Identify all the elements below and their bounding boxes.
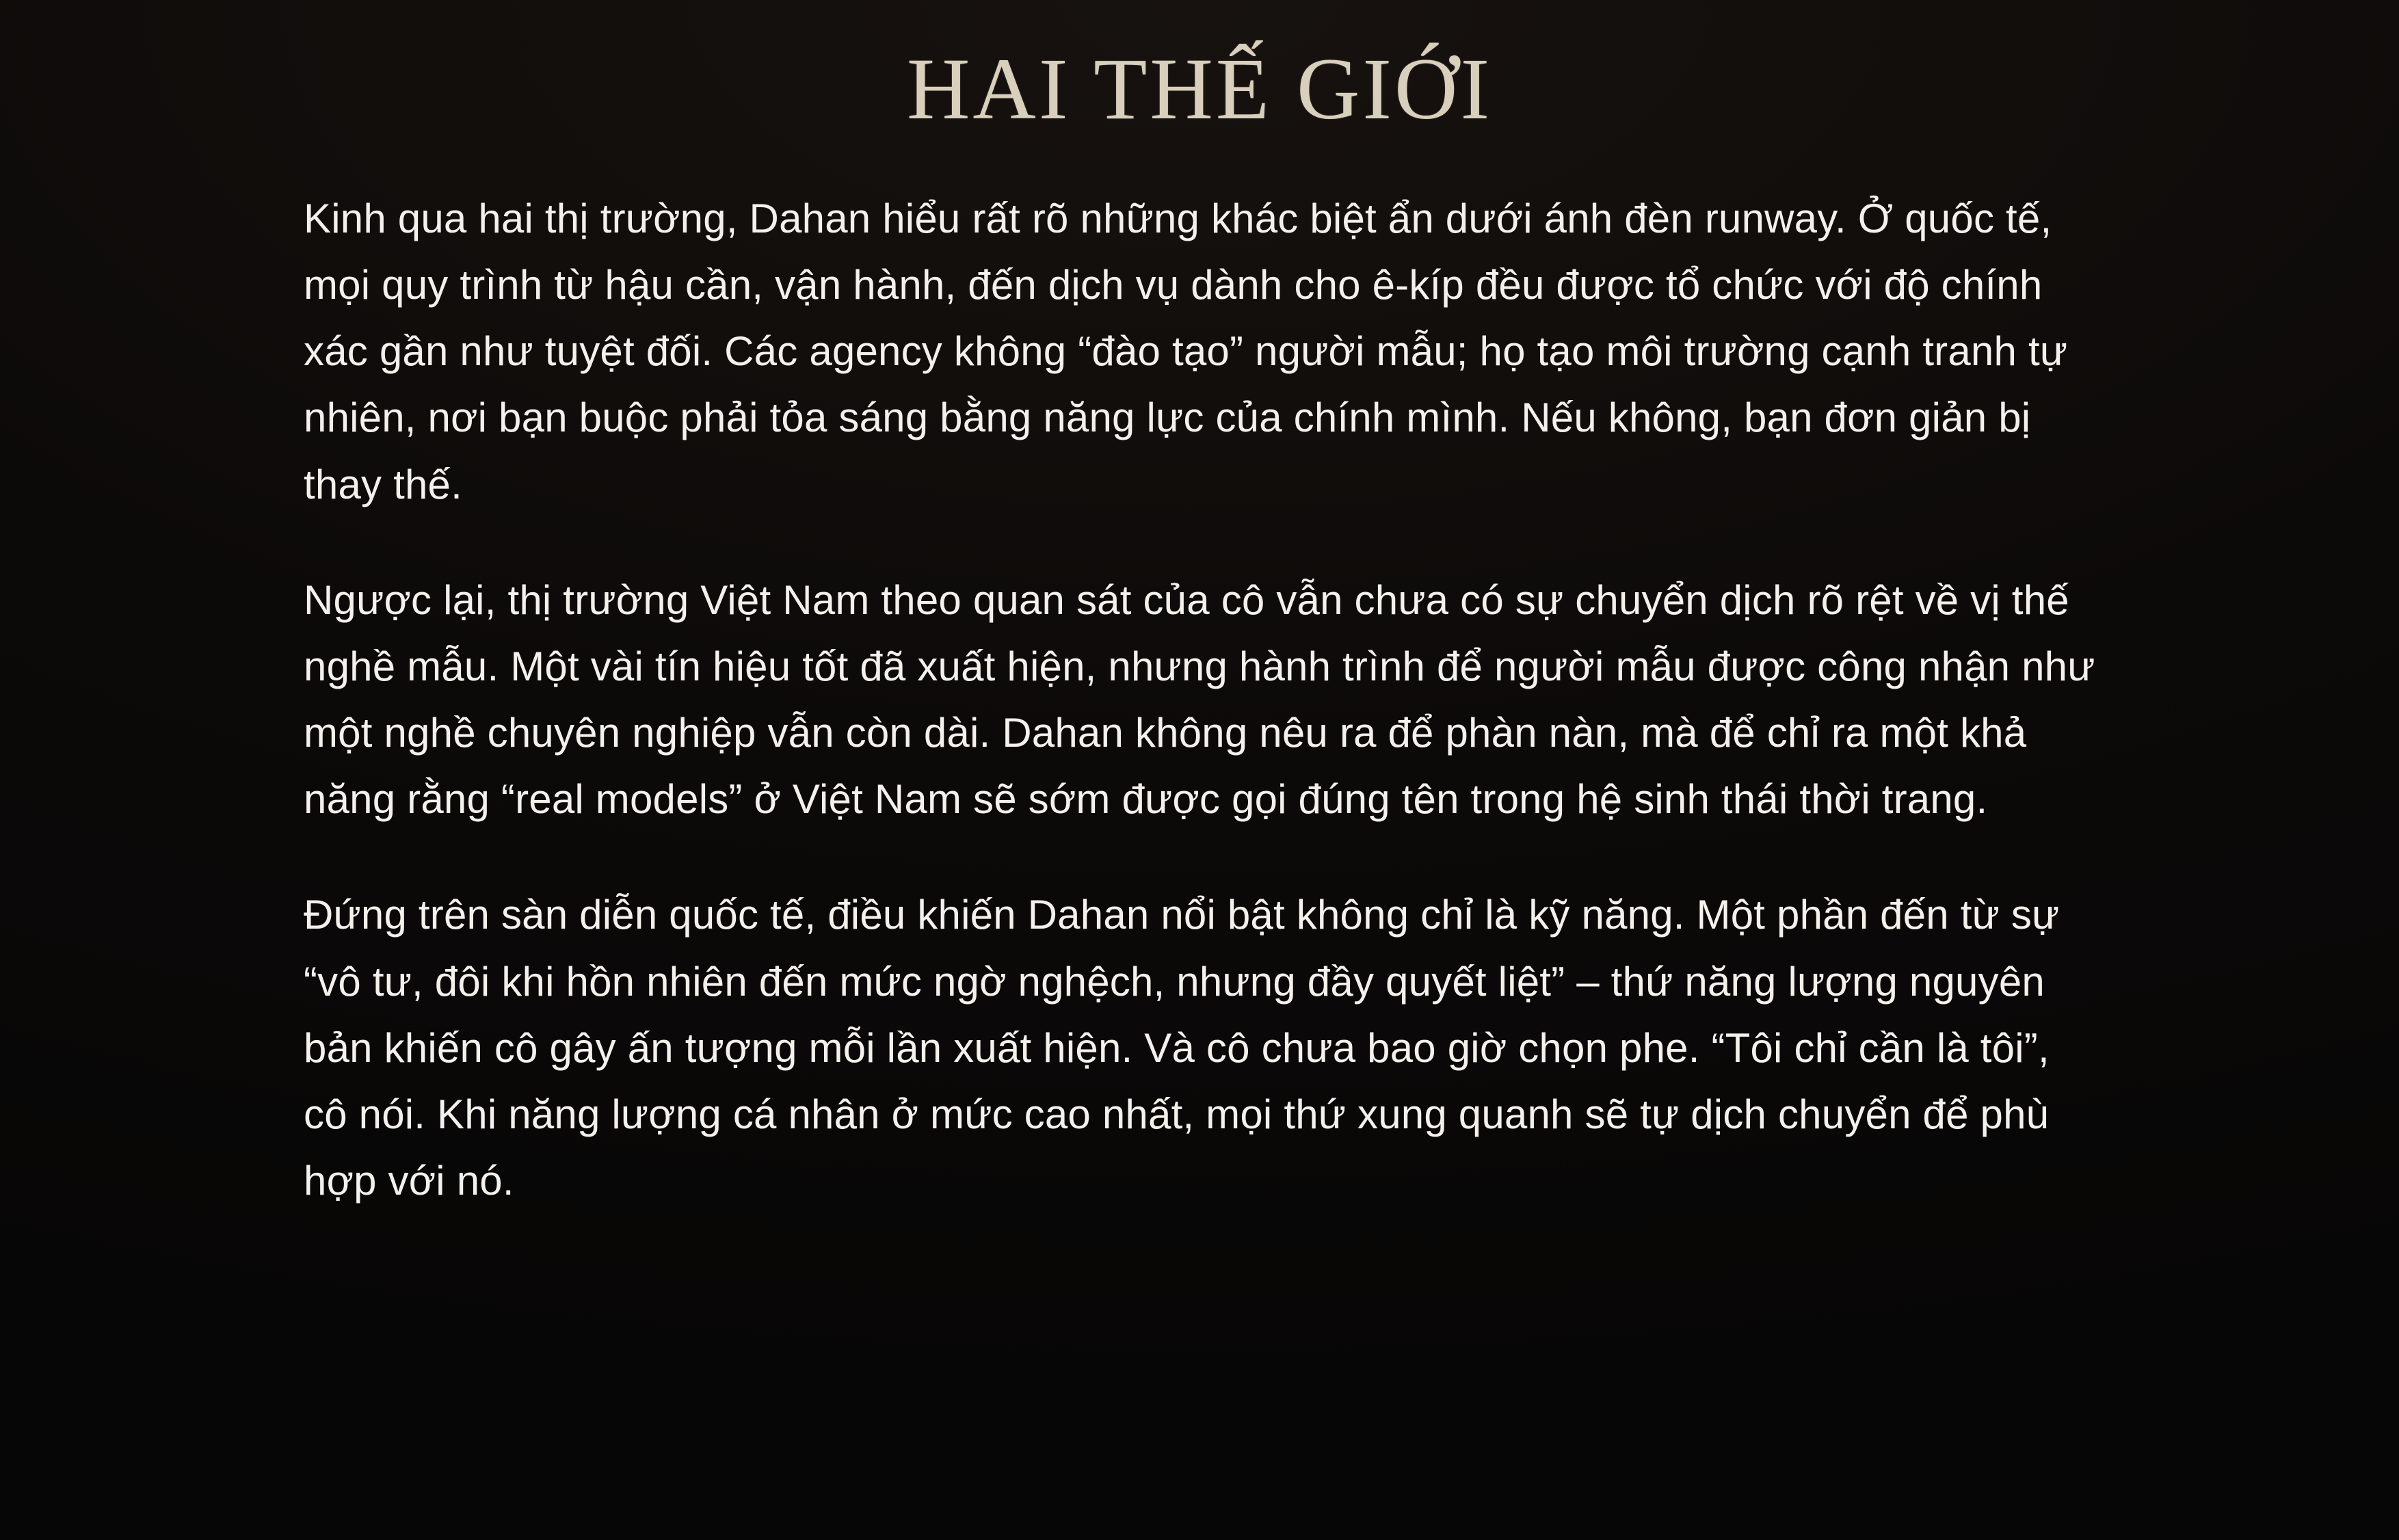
paragraph: Ngược lại, thị trường Việt Nam theo quan sát của cô vẫn chưa có sự chuyển dịch rõ rệt về vị thế nghề mẫu. Một vài tín hiệu tốt đã xuất hiện, nhưng hành trình để người mẫu được công nhận như một nghề chuyên nghiệp vẫn còn dài. Dahan không nêu ra để phàn nàn, mà để chỉ ra một khả năng rằng “real models” ở Việt Nam sẽ sớm được gọi đúng tên trong hệ sinh thái thời trang. [304,576,2095,823]
page-title: HAI THẾ GIỚI [906,40,1493,137]
paragraph: Kinh qua hai thị trường, Dahan hiểu rất rõ những khác biệt ẩn dưới ánh đèn runway. Ở quốc tế, mọi quy trình từ hậu cần, vận hành, đến dịch vụ dành cho ê-kíp đều được tổ chức với độ chính xác gần như tuyệt đối. Các agency không “đào tạo” người mẫu; họ tạo môi trường cạnh tranh tự nhiên, nơi bạn buộc phải tỏa sáng bằng năng lực của chính mình. Nếu không, bạn đơn giản bị thay thế. [304,195,2068,507]
paragraph: Đứng trên sàn diễn quốc tế, điều khiến Dahan nổi bật không chỉ là kỹ năng. Một phần đến từ sự “vô tư, đôi khi hồn nhiên đến mức ngờ nghệch, nhưng đầy quyết liệt” – thứ năng lượng nguyên bản khiến cô gây ấn tượng mỗi lần xuất hiện. Và cô chưa bao giờ chọn phe. “Tôi chỉ cần là tôi”, cô nói. Khi năng lượng cá nhân ở mức cao nhất, mọi thứ xung quanh sẽ tự dịch chuyển để phù hợp với nó. [304,892,2060,1204]
article-body [304,137,2095,1214]
